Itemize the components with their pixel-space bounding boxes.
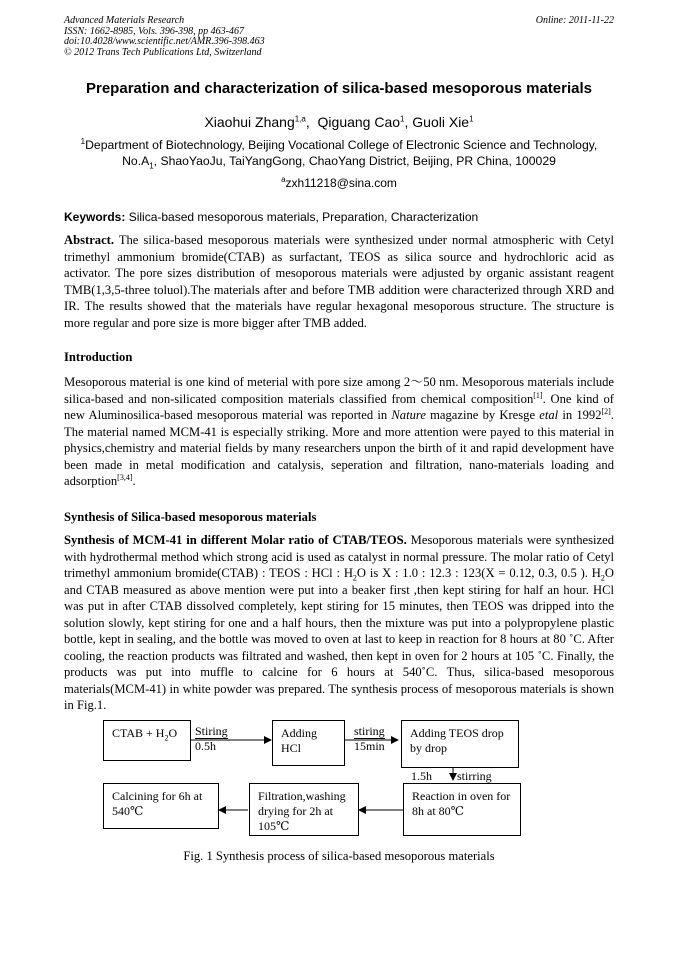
flow-label-stirring: stirring: [457, 769, 492, 783]
keywords-label: Keywords:: [64, 210, 126, 224]
figure-caption: Fig. 1 Synthesis process of silica-based mesoporous materials: [183, 849, 495, 863]
keywords-text: Silica-based mesoporous materials, Preparation, Characterization: [125, 210, 479, 224]
affiliation-line-2-b: , ShaoYaoJu, TaiYangGong, ChaoYang District, Beijing, PR China, 100029: [153, 154, 556, 168]
flow-label-top: stiring: [354, 724, 385, 738]
email-address[interactable]: zxh11218@sina.com: [285, 176, 397, 190]
author-separator: ,: [404, 114, 413, 130]
intro-text: Mesoporous material is one kind of meterial with pore size among 2～50 nm. Mesoporous materials include silica-based and non-silicated composition materials classified from chemical composition: [64, 375, 614, 406]
flow-box-reaction-oven: Reaction in oven for 8h at 80℃: [403, 783, 521, 836]
copyright-line: © 2012 Trans Tech Publications Ltd, Switzerland: [64, 46, 262, 58]
intro-text: .: [132, 474, 136, 488]
subscript: 2: [352, 573, 357, 583]
intro-text: magazine by Kresge: [425, 408, 540, 422]
flow-box-adding-teos: Adding TEOS drop by drop: [401, 720, 519, 768]
synthesis-text: O is X : 1.0 : 12.3 : 123(X = 0.12, 0.3, 0.5 ). H: [356, 566, 601, 580]
paper-title: Preparation and characterization of silica-based mesoporous materials: [86, 80, 592, 97]
flow-box-text: O: [168, 726, 178, 740]
email-mark: a: [281, 175, 286, 184]
doi-line: doi:10.4028/www.scientific.net/AMR.396-398.463: [64, 36, 265, 47]
journal-name: Advanced Materials Research: [64, 15, 185, 26]
synthesis-subheading: Synthesis of MCM-41 in different Molar ratio of CTAB/TEOS.: [64, 533, 407, 547]
abstract-label: Abstract.: [64, 233, 115, 247]
author-separator: ,: [305, 114, 318, 130]
flow-label-1-5h: 1.5h: [411, 769, 432, 783]
citation: [3,4]: [117, 472, 133, 482]
citation: [1]: [533, 390, 543, 400]
flow-box-text: CTAB + H: [112, 726, 165, 740]
synthesis-text: O and CTAB measured as above mention were put into a beaker first ,then kept stiring for half an hour. HCl was put in after CTAB dissolved completely, kept stiring for 15 minutes, then TEOS was dripped into the solution slowly, kept stiring for one and a half hours, then the mixture was put into a polypropylene plastic bottle, kept in sealing, and the bottle was moved to oven at last to keep in reaction for 8 hours at 80 ˚C. After cooling, the reaction products was filtrated and washed, then kept in oven for 2 hours at 105 ˚C. Finally, the products was put into muffle to calcine for 6 hours at 540˚C. Thus, silica-based mesoporous materials(MCM-41) in white powder was prepared. The synthesis process of mesoporous materials is shown in Fig.1.: [64, 566, 614, 712]
synthesis-heading: Synthesis of Silica-based mesoporous materials: [64, 510, 317, 524]
online-date: Online: 2011-11-22: [535, 15, 614, 26]
affiliation-mark: 1: [80, 136, 86, 146]
intro-journal-name: Nature: [391, 408, 426, 422]
subscript: 2: [164, 733, 169, 743]
subscript: 2: [600, 573, 605, 583]
intro-etal: etal: [539, 408, 559, 422]
label-stiring-30min: [195, 724, 228, 753]
author-affiliation-mark: 1: [400, 114, 405, 124]
flow-box-ctab-water: [103, 720, 191, 761]
introduction-heading: Introduction: [64, 350, 133, 364]
flow-label-bottom: 15min: [354, 739, 385, 753]
flow-label-top: Stiring: [195, 724, 228, 738]
author-name: Qiguang Cao: [317, 114, 401, 130]
issn-line: ISSN: 1662-8985, Vols. 396-398, pp 463-467: [64, 25, 244, 37]
flow-box-calcining: Calcining for 6h at 540℃: [103, 783, 219, 829]
affiliation-line-1: Department of Biotechnology, Beijing Vocational College of Electronic Science and Technology,: [85, 138, 598, 152]
author-affiliation-mark: 1,a: [294, 114, 306, 124]
affiliation-line-2-sub: 1: [149, 161, 154, 171]
abstract-text: The silica-based mesoporous materials were synthesized under normal atmospheric with Cetyl trimethyl ammonium bromide(CTAB) as surfactant, TEOS as silica source and hydrochloric acid as activator. The pore sizes distribution of mesoporous materials were adjusted by organic assistant reagent TMB(1,3,5-three toluol).The materials after and before TMB addition were characterized through XRD and IR. The results showed that the materials have regular hexagonal mesoporous structure. The structure is more regular and pore size is more bigger after TMB added.: [64, 233, 614, 330]
citation: [2]: [601, 406, 611, 416]
flow-label-bottom: 0.5h: [195, 738, 228, 753]
intro-text: . One kind of new Aluminosilica-based mesoporous material was reported in: [64, 391, 614, 422]
intro-text: . The material named MCM-41 is especially striking. More and more attention were payed to this material in physics,chemistry and material fields by many researchers unpon the birth of it and rapid development have been made in metal modification and catalysis, seperation and filtration, nano-materials loading and adsorption: [64, 408, 614, 488]
affiliation-line-2-a: No.A: [122, 154, 150, 168]
intro-text: in 1992: [558, 408, 602, 422]
flow-box-adding-hcl: Adding HCl: [272, 720, 345, 766]
author-name: Guoli Xie: [412, 114, 470, 130]
flow-box-filtration: Filtration,washing drying for 2h at 105℃: [249, 783, 359, 836]
label-stiring-15min: [354, 724, 385, 753]
author-name: Xiaohui Zhang: [204, 114, 295, 130]
synthesis-text: Mesoporous materials were synthesized with hydrothermal method which strong acid is used as catalyst in normal pressure. The molar ratio of Cetyl trimethyl ammonium bromide(CTAB) : TEOS : HCl : H: [64, 533, 614, 580]
author-affiliation-mark: 1: [469, 114, 474, 124]
